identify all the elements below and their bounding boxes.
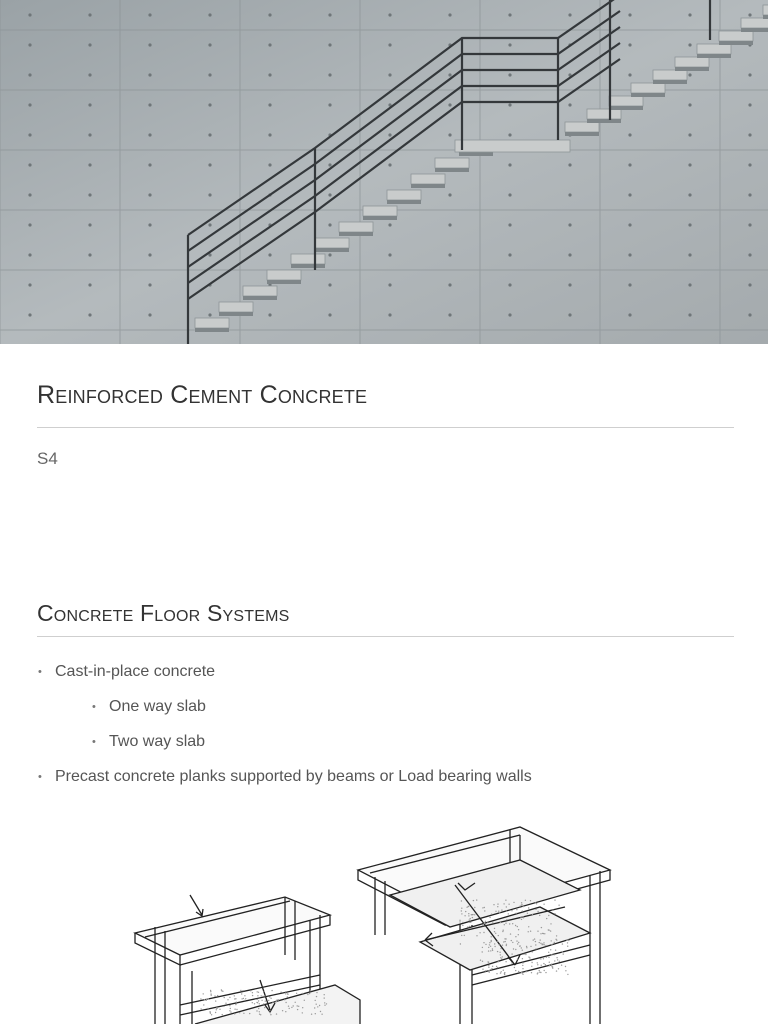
sub-bullet-item: [92, 732, 206, 752]
bullet-icon: •: [92, 736, 96, 748]
bullet-text: Cast-in-place concrete: [55, 663, 216, 680]
title-divider: [37, 427, 734, 428]
bullet-icon: •: [38, 771, 42, 783]
bullet-text: Two way slab: [109, 733, 206, 750]
two-way-slab-drawing: [358, 827, 610, 1024]
page-title: Reinforced Cement Concrete: [37, 381, 368, 409]
bullet-icon: •: [38, 666, 42, 678]
subtitle: S4: [37, 449, 58, 468]
section-divider: [37, 636, 734, 637]
one-way-slab-drawing: [135, 895, 360, 1024]
bullet-text: Precast concrete planks supported by beams or Load bearing walls: [55, 768, 532, 785]
bullet-text: One way slab: [109, 698, 206, 715]
bullet-icon: •: [92, 701, 96, 713]
bullet-item: [38, 662, 216, 682]
bullet-item: [38, 767, 532, 787]
floor-slab-illustration: [120, 815, 640, 1024]
staircase-photo: [0, 0, 768, 344]
sub-bullet-item: [92, 697, 206, 717]
section-title: Concrete Floor Systems: [37, 600, 290, 626]
